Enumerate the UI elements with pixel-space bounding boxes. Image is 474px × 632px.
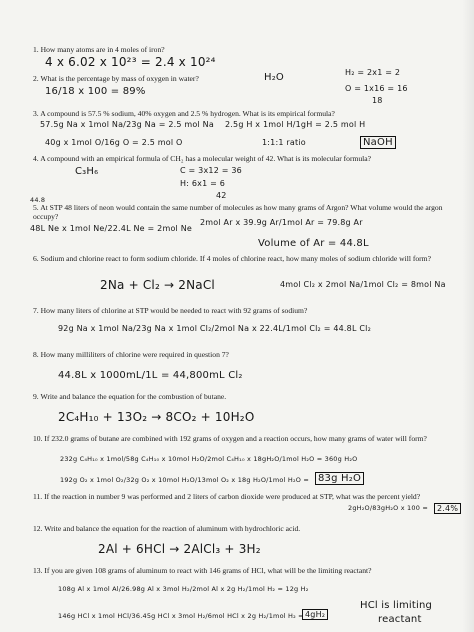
answer-2-side-2: O = 1x16 = 16 — [345, 84, 408, 93]
answer-10-line-2: 192g O₂ x 1mol O₂/32g O₂ x 10mol H₂O/13mol O₂ x 18g H₂O/1mol H₂O = — [60, 476, 309, 484]
question-7: 7. How many liters of chlorine at STP would be needed to react with 92 grams of sodium? — [33, 306, 308, 315]
question-1: 1. How many atoms are in 4 moles of iron? — [33, 45, 165, 54]
answer-13-note-1: HCl is limiting — [360, 600, 433, 611]
question-13: 13. If you are given 108 grams of aluminum to react with 146 grams of HCl, what will be the limiting reactant? — [33, 566, 372, 575]
answer-13-line-1: 108g Al x 1mol Al/26.98g Al x 3mol H₂/2mol Al x 2g H₂/1mol H₂ = 12g H₂ — [58, 585, 309, 593]
answer-5-margin-value: 44.8 — [30, 196, 46, 204]
answer-13-line-2: 146g HCl x 1mol HCl/36.45g HCl x 3mol H₂/6mol HCl x 2g H₂/1mol H₂ = — [58, 612, 304, 620]
answer-13-note-2: reactant — [378, 614, 422, 625]
question-3: 3. A compound is 57.5 % sodium, 40% oxygen and 2.5 % hydrogen. What is its empirical formula? — [33, 109, 335, 118]
answer-3-sodium: 57.5g Na x 1mol Na/23g Na = 2.5 mol Na — [40, 120, 214, 129]
answer-3-hydrogen: 2.5g H x 1mol H/1gH = 2.5 mol H — [225, 120, 366, 129]
question-12: 12. Write and balance the equation for the reaction of aluminum with hydrochloric acid. — [33, 524, 301, 533]
answer-13-box: 4gH₂ — [302, 609, 328, 620]
answer-6-calc: 4mol Cl₂ x 2mol Na/1mol Cl₂ = 8mol Na — [280, 280, 446, 289]
answer-11-percent: 2gH₂O/83gH₂O x 100 = — [348, 504, 428, 512]
question-2: 2. What is the percentage by mass of oxygen in water? — [33, 74, 199, 83]
answer-10-line-1: 232g C₄H₁₀ x 1mol/58g C₄H₁₀ x 10mol H₂O/2mol C₄H₁₀ x 18gH₂O/1mol H₂O = 360g H₂O — [60, 455, 358, 463]
answer-5-argon-volume: Volume of Ar = 44.8L — [258, 238, 369, 249]
answer-4-formula: C₃H₆ — [75, 166, 99, 177]
answer-4-calc-h: H: 6x1 = 6 — [180, 179, 226, 188]
answer-3-oxygen: 40g x 1mol O/16g O = 2.5 mol O — [45, 138, 183, 147]
answer-6-equation: 2Na + Cl₂ → 2NaCl — [100, 278, 215, 292]
answer-1: 4 x 6.02 x 10²³ = 2.4 x 10²⁴ — [45, 55, 216, 69]
question-10: 10. If 232.0 grams of butane are combined with 192 grams of oxygen and a reaction occurs, how many grams of water will form? — [33, 434, 427, 443]
page-edge-shadow — [462, 0, 474, 632]
answer-3-ratio: 1:1:1 ratio — [262, 138, 306, 147]
answer-12-equation: 2Al + 6HCl → 2AlCl₃ + 3H₂ — [98, 542, 261, 556]
question-11: 11. If the reaction in number 9 was performed and 2 liters of carbon dioxide were produced at STP, what was the percent yield? — [33, 492, 421, 501]
answer-7-calc: 92g Na x 1mol Na/23g Na x 1mol Cl₂/2mol Na x 22.4L/1mol Cl₂ = 44.8L Cl₂ — [58, 324, 371, 333]
question-6: 6. Sodium and chlorine react to form sodium chloride. If 4 moles of chlorine react, how many moles of sodium chloride will form? — [33, 254, 431, 263]
question-4: 4. A compound with an empirical formula of CH₂ has a molecular weight of 42. What is its molecular formula? — [33, 154, 372, 163]
question-9: 9. Write and balance the equation for the combustion of butane. — [33, 392, 227, 401]
answer-2-percent: 16/18 x 100 = 89% — [45, 86, 146, 97]
answer-4-calc-c: C = 3x12 = 36 — [180, 166, 242, 175]
answer-10-box: 83g H₂O — [315, 472, 364, 485]
answer-2-side-3: 18 — [372, 96, 383, 105]
answer-3-formula-box: NaOH — [360, 136, 396, 149]
answer-11-box: 2.4% — [434, 503, 461, 514]
answer-5-argon-grams: 2mol Ar x 39.9g Ar/1mol Ar = 79.8g Ar — [200, 218, 363, 227]
answer-9-equation: 2C₄H₁₀ + 13O₂ → 8CO₂ + 10H₂O — [58, 410, 255, 424]
answer-4-calc-total: 42 — [216, 191, 227, 200]
answer-8-calc: 44.8L x 1000mL/1L = 44,800mL Cl₂ — [58, 370, 243, 381]
answer-2-side-1: H₂ = 2x1 = 2 — [345, 68, 401, 77]
question-8: 8. How many milliliters of chlorine were required in question 7? — [33, 350, 229, 359]
question-5: 5. At STP 48 liters of neon would contain the same number of molecules as how many grams of Argon? What volume would the argon occupy? — [33, 203, 443, 221]
answer-5-neon-moles: 48L Ne x 1mol Ne/22.4L Ne = 2mol Ne — [30, 224, 193, 233]
answer-2-water: H₂O — [264, 72, 284, 83]
